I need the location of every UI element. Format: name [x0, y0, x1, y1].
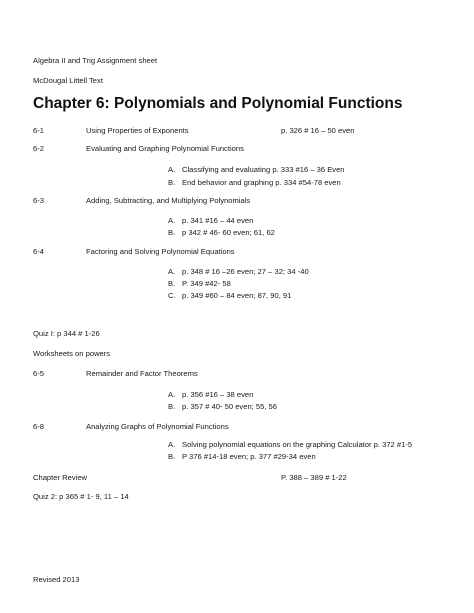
section-6-2-item-b: End behavior and graphing p. 334 #54-78 even: [182, 178, 341, 187]
section-6-8-item-b: P 376 #14-18 even; p. 377 #29-34 even: [182, 452, 316, 461]
section-6-4-item-b: P. 349 #42- 58: [182, 279, 231, 288]
section-6-2-item-a: Classifying and evaluating p. 333 #16 – 36 Even: [182, 165, 345, 174]
section-6-3-item-a-letter: A.: [168, 216, 176, 225]
section-6-4-item-a-letter: A.: [168, 267, 176, 276]
section-6-2-number: 6-2: [33, 144, 44, 153]
section-6-2-item-a-letter: A.: [168, 165, 176, 174]
section-6-1-number: 6-1: [33, 126, 44, 135]
section-6-4-number: 6-4: [33, 247, 44, 256]
section-6-8-topic: Analyzing Graphs of Polynomial Functions: [86, 422, 229, 431]
section-6-5-topic: Remainder and Factor Theorems: [86, 369, 198, 378]
section-6-4-topic: Factoring and Solving Polynomial Equations: [86, 247, 235, 256]
section-6-5-number: 6-5: [33, 369, 44, 378]
section-6-8-item-a-letter: A.: [168, 440, 176, 449]
section-6-5-item-b: p. 357 # 40- 50 even; 55, 56: [182, 402, 277, 411]
section-6-3-item-b: p 342 # 46- 60 even; 61, 62: [182, 228, 275, 237]
header-line-1: Algebra II and Trig Assignment sheet: [33, 56, 158, 65]
page-title: Chapter 6: Polynomials and Polynomial Functions: [33, 95, 403, 112]
quiz-1: Quiz I: p 344 # 1-26: [33, 329, 100, 338]
section-6-1-topic: Using Properties of Exponents: [86, 126, 189, 135]
section-6-4-item-c: p. 349 #60 – 84 even; 87, 90, 91: [182, 291, 292, 300]
section-6-3-number: 6-3: [33, 196, 44, 205]
section-6-8-item-a: Solving polynomial equations on the graphing Calculator p. 372 #1-5: [182, 440, 413, 449]
section-6-8-item-b-letter: B.: [168, 452, 176, 461]
section-6-1-assignment: p. 326 # 16 – 50 even: [281, 126, 355, 135]
section-6-2-item-b-letter: B.: [168, 178, 176, 187]
section-6-4-item-c-letter: C.: [168, 291, 176, 300]
section-6-3-item-b-letter: B.: [168, 228, 176, 237]
chapter-review-label: Chapter Review: [33, 473, 88, 482]
section-6-4-item-a: p. 348 # 16 –26 even; 27 – 32; 34 -40: [182, 267, 309, 276]
section-6-2-topic: Evaluating and Graphing Polynomial Functions: [86, 144, 244, 153]
section-6-5-item-a-letter: A.: [168, 390, 176, 399]
footer-revised: Revised 2013: [33, 575, 80, 584]
section-6-5-item-b-letter: B.: [168, 402, 176, 411]
section-6-3-item-a: p. 341 #16 – 44 even: [182, 216, 254, 225]
section-6-8-number: 6-8: [33, 422, 44, 431]
section-6-4-item-b-letter: B.: [168, 279, 176, 288]
chapter-review-assignment: P. 388 – 389 # 1-22: [281, 473, 347, 482]
section-6-5-item-a: p. 356 #16 – 38 even: [182, 390, 254, 399]
quiz-2: Quiz 2: p 365 # 1- 9, 11 – 14: [33, 492, 129, 501]
section-6-3-topic: Adding, Subtracting, and Multiplying Polynomials: [86, 196, 251, 205]
worksheets-note: Worksheets on powers: [33, 349, 111, 358]
header-line-2: McDougal Littell Text: [33, 76, 103, 85]
